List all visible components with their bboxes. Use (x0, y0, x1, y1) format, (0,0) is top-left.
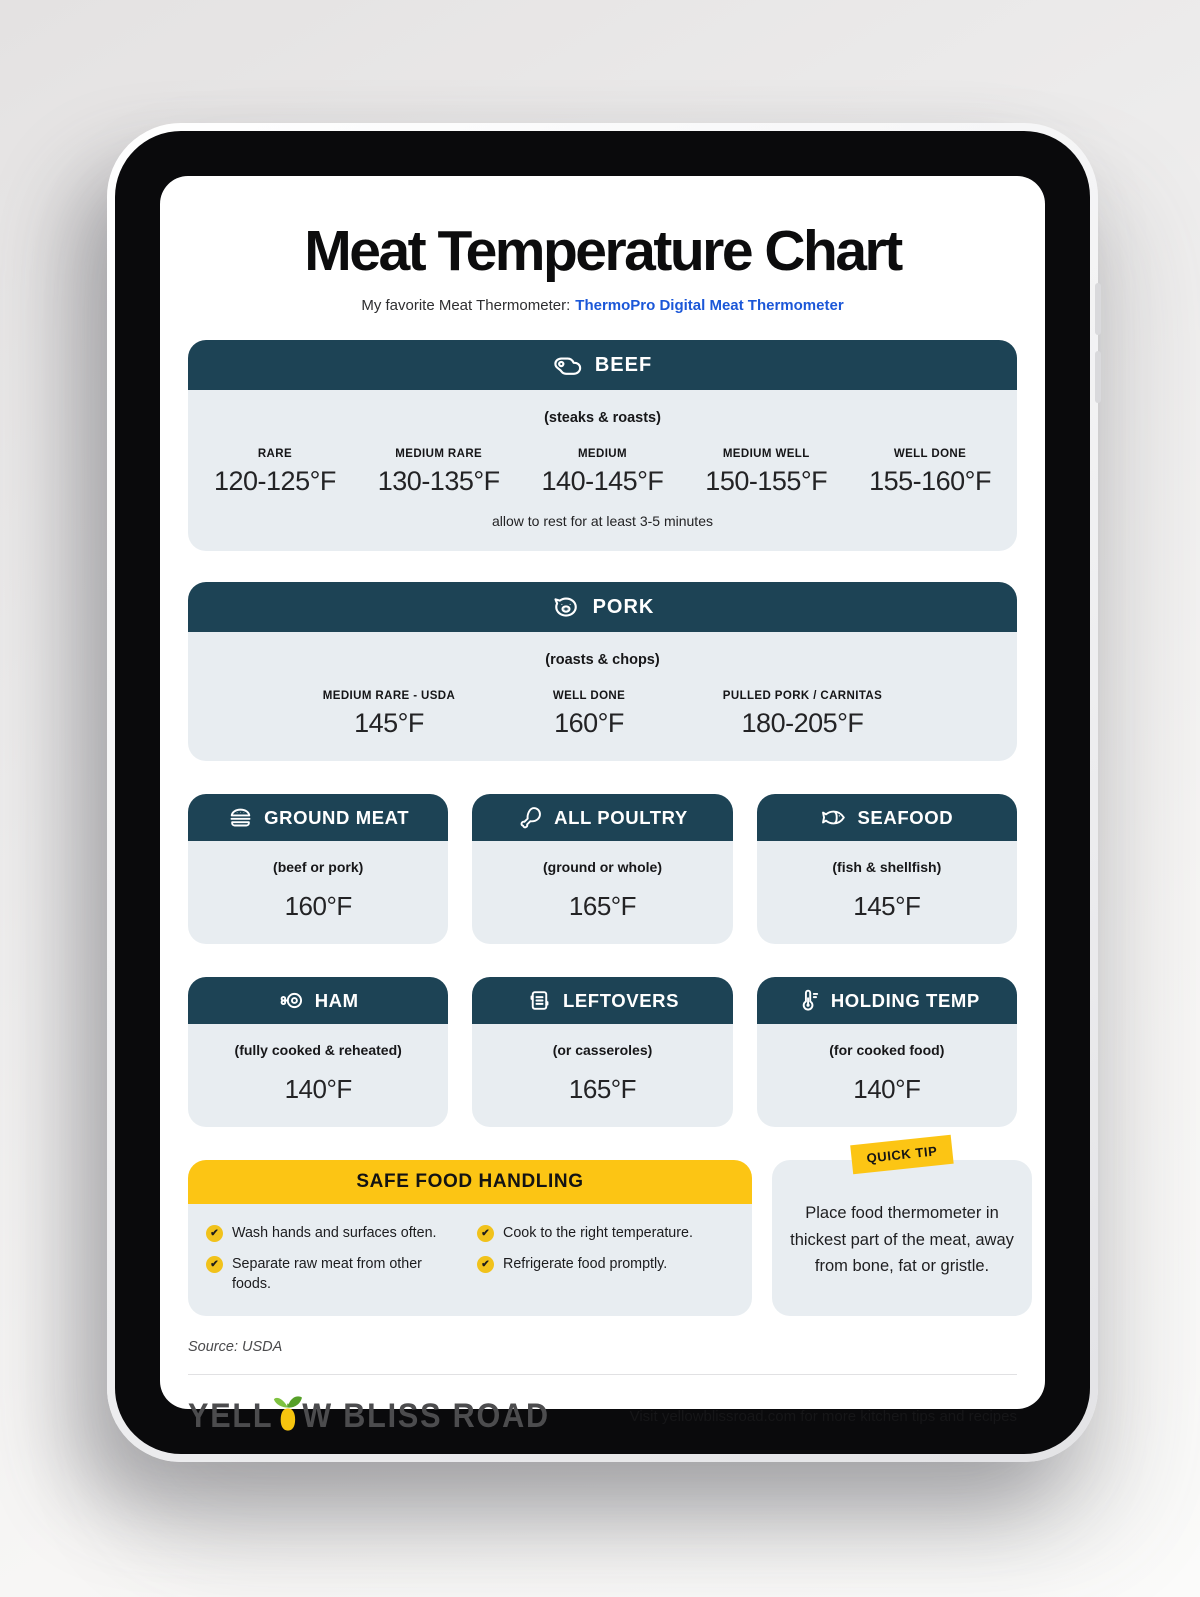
thermometer-link[interactable]: ThermoPro Digital Meat Thermometer (575, 297, 844, 314)
fish-icon (820, 804, 847, 831)
leftovers-header: LEFTOVERS (472, 977, 732, 1024)
beef-temp-medium-rare: MEDIUM RARE 130-135°F (377, 448, 500, 496)
burger-icon (227, 804, 254, 831)
pork-temp-row (214, 690, 991, 739)
pork-section-header (188, 582, 1017, 632)
ground-meat-card: GROUND MEAT (beef or pork) 160°F (188, 794, 448, 944)
seafood-card: SEAFOOD (fish & shellfish) 145°F (757, 794, 1017, 944)
beef-temp-row (214, 448, 991, 497)
footer (188, 1389, 1017, 1445)
pork-title: PORK (592, 595, 655, 618)
volume-down-button (1095, 351, 1101, 403)
beef-section-header (188, 340, 1017, 390)
footer-divider (188, 1374, 1017, 1375)
beef-temp-rare: RARE 120-125°F (214, 448, 336, 496)
pork-section (188, 582, 1017, 761)
check-item-cook: ✔ Cook to the right temperature. (477, 1224, 734, 1243)
source-note: Source: USDA (188, 1338, 283, 1355)
check-item-separate: ✔ Separate raw meat from other foods. (206, 1255, 463, 1294)
thermometer-icon (794, 987, 821, 1014)
beef-temp-medium-well: MEDIUM WELL 150-155°F (705, 448, 828, 496)
ham-header: HAM (188, 977, 448, 1024)
lemon-icon (273, 1389, 304, 1441)
safe-food-list (188, 1204, 752, 1316)
pork-subtitle: (roasts & chops) (545, 652, 660, 668)
beef-rest-note: allow to rest for at least 3-5 minutes (492, 513, 713, 529)
ham-icon (278, 987, 305, 1014)
check-icon: ✔ (206, 1225, 223, 1242)
page-subtitle (188, 297, 1017, 314)
beef-section (188, 340, 1017, 551)
cards-row-1 (188, 794, 1017, 944)
ground-meat-header: GROUND MEAT (188, 794, 448, 841)
beef-subtitle: (steaks & roasts) (544, 410, 661, 426)
quick-tip-card (772, 1143, 1032, 1316)
quick-tip-badge: QUICK TIP (850, 1135, 954, 1174)
subtitle-prefix: My favorite Meat Thermometer: (361, 297, 571, 314)
beef-title: BEEF (594, 353, 653, 376)
pork-temp-medium-rare: MEDIUM RARE - USDA 145°F (322, 690, 456, 738)
logo-text-right: W BLISS ROAD (302, 1397, 550, 1436)
beef-temp-medium: MEDIUM 140-145°F (541, 448, 664, 496)
steak-icon (553, 350, 583, 380)
pork-temp-pulled: PULLED PORK / CARNITAS 180-205°F (722, 690, 883, 738)
tablet-bezel (115, 131, 1090, 1454)
quick-tip-text: Place food thermometer in thickest part of the meat, away from bone, fat or gristle. (790, 1204, 1014, 1276)
container-icon (526, 987, 553, 1014)
safe-food-handling-card (188, 1160, 752, 1316)
holding-temp-header: HOLDING TEMP (757, 977, 1017, 1024)
pork-section-body (188, 632, 1017, 761)
page-title: Meat Temperature Chart (304, 219, 901, 283)
ham-card: HAM (fully cooked & reheated) 140°F (188, 977, 448, 1127)
safe-food-header: SAFE FOOD HANDLING (188, 1160, 752, 1204)
tablet-device (107, 123, 1098, 1462)
holding-temp-card: HOLDING TEMP (for cooked food) 140°F (757, 977, 1017, 1127)
pig-icon (551, 592, 581, 622)
footer-visit-text: Visit yellowblissroad.com for more kitchen tips and recipes (629, 1408, 1017, 1426)
logo-text-left: YELL (188, 1397, 274, 1436)
check-icon: ✔ (477, 1225, 494, 1242)
drumstick-icon (517, 804, 544, 831)
cards-row-2 (188, 977, 1017, 1127)
seafood-header: SEAFOOD (757, 794, 1017, 841)
check-item-wash: ✔ Wash hands and surfaces often. (206, 1224, 463, 1243)
check-item-refrigerate: ✔ Refrigerate food promptly. (477, 1255, 734, 1294)
bottom-row (188, 1143, 1017, 1316)
beef-section-body (188, 390, 1017, 551)
check-icon: ✔ (206, 1256, 223, 1273)
yellow-bliss-road-logo (188, 1389, 550, 1445)
poultry-header: ALL POULTRY (472, 794, 732, 841)
poultry-card: ALL POULTRY (ground or whole) 165°F (472, 794, 732, 944)
tablet-screen (160, 176, 1045, 1436)
check-icon: ✔ (477, 1256, 494, 1273)
leftovers-card: LEFTOVERS (or casseroles) 165°F (472, 977, 732, 1127)
pork-temp-well-done: WELL DONE 160°F (552, 690, 626, 738)
volume-up-button (1095, 283, 1101, 335)
beef-temp-well-done: WELL DONE 155-160°F (869, 448, 991, 496)
